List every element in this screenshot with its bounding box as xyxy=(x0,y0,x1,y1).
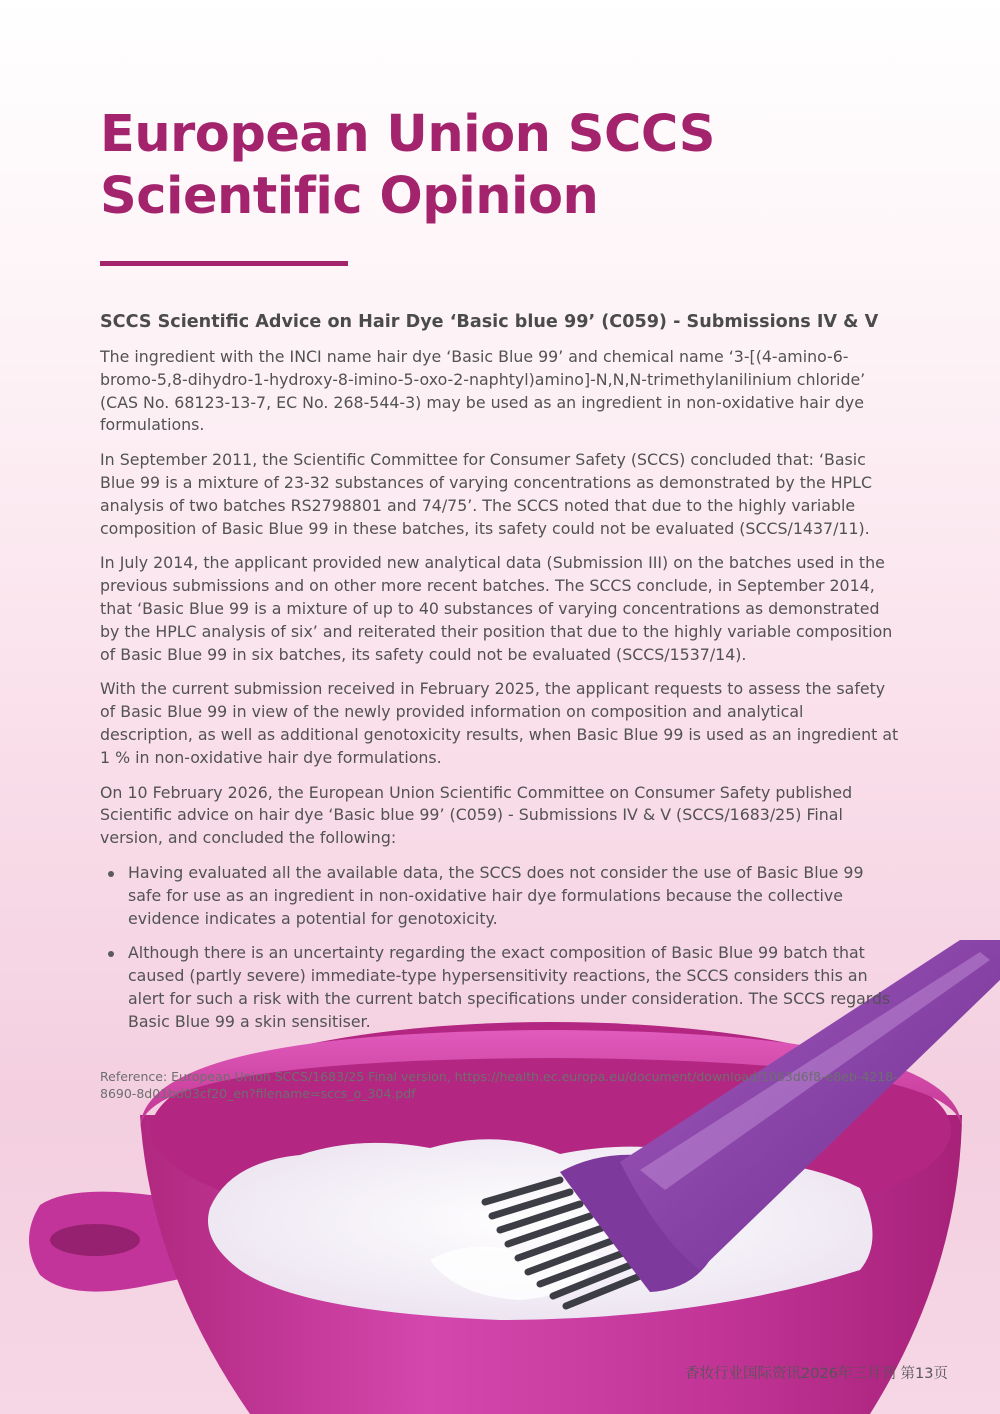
page-footer: 香妆行业国际资讯2026年三月刊 第13页 xyxy=(685,1366,948,1382)
article-paragraph: On 10 February 2026, the European Union Scientific Committee on Consumer Safety published Scientific advice on hair dye ‘Basic blue 99’ (C059) - Submissions IV & V (SCCS/1683/25) Final version, and concluded the following: xyxy=(100,782,853,848)
article xyxy=(100,308,900,1046)
bowl-handle-hole xyxy=(50,1224,140,1256)
page-title: European Union SCCS Scientific Opinion xyxy=(100,105,715,226)
article-paragraph: In July 2014, the applicant provided new analytical data (Submission III) on the batches used in the previous submissions and on other more recent batches. The SCCS conclude, in September 2014, that ‘Basic Blue 99 is a mixture of up to 40 substances of varying concentrations as demonstrated by the HPLC analysis of six’ and reiterated their position that due to the highly variable composition of Basic Blue 99 in six batches, its safety could not be evaluated (SCCS/1537/14). xyxy=(100,553,893,664)
article-paragraph: The ingredient with the INCI name hair dye ‘Basic Blue 99’ and chemical name ‘3-[(4-amino-6-bromo-5,8-dihydro-1-hydroxy-8-imino-5-oxo-2-naphtyl)amino]-N,N,N-trimethylanilinium chloride’ (CAS No. 68123-13-7, EC No. 268-544-3) may be used as an ingredient in non-oxidative hair dye formulations. xyxy=(100,347,866,435)
conclusion-list xyxy=(100,862,900,1034)
article-subheading: SCCS Scientific Advice on Hair Dye ‘Basic blue 99’ (C059) - Submissions IV & V xyxy=(100,312,879,332)
reference-citation: Reference: European Union SCCS/1683/25 Final version, https://health.ec.europa.eu/document/download/1063d6f8-e8eb-4218-8690-8d01bd03cf20_en?filename=sccs_o_304.pdf xyxy=(100,1069,898,1101)
article-paragraph: With the current submission received in February 2025, the applicant requests to assess the safety of Basic Blue 99 in view of the newly provided information on composition and analytical description, as well as additional genotoxicity results, when Basic Blue 99 is used as an ingredient at 1 % in non-oxidative hair dye formulations. xyxy=(100,679,899,767)
article-paragraph: In September 2011, the Scientific Committee for Consumer Safety (SCCS) concluded that: ‘Basic Blue 99 is a mixture of 23-32 substances of varying concentrations as demonstrated by the HPLC analysis of two batches RS2798801 and 74/75’. The SCCS noted that due to the highly variable composition of Basic Blue 99 in these batches, its safety could not be evaluated (SCCS/1437/11). xyxy=(100,450,872,538)
conclusion-item: Although there is an uncertainty regarding the exact composition of Basic Blue 99 batch that caused (partly severe) immediate-type hypersensitivity reactions, the SCCS considers this an alert for such a risk with the current batch specifications under consideration. The SCCS regards Basic Blue 99 a skin sensitiser. xyxy=(100,942,900,1033)
conclusion-item: Having evaluated all the available data, the SCCS does not consider the use of Basic Blue 99 safe for use as an ingredient in non-oxidative hair dye formulations because the collective evidence indicates a potential for genotoxicity. xyxy=(100,862,900,930)
title-underline xyxy=(100,261,348,266)
